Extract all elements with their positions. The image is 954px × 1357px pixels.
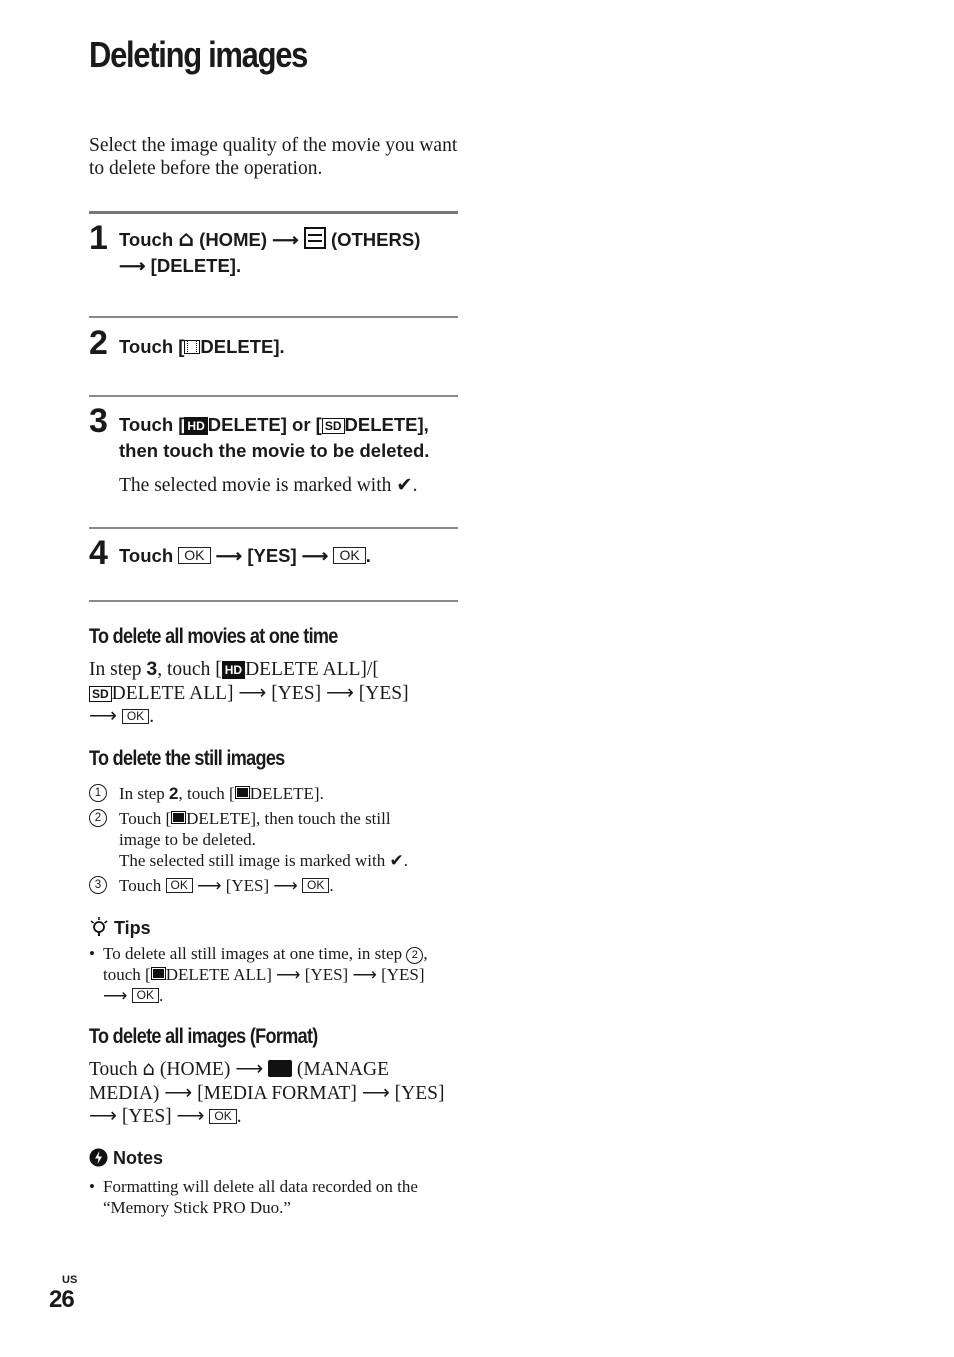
step-text: Touch	[119, 545, 174, 566]
step-number: 3	[89, 402, 108, 440]
ok-button-icon: OK	[122, 709, 149, 724]
ok-button-icon: OK	[302, 878, 329, 893]
step-text: [DELETE].	[150, 255, 242, 276]
arrow-icon: ⟶	[352, 965, 377, 984]
arrow-icon: ⟶	[103, 986, 128, 1005]
arrow-icon: ⟶	[89, 1106, 117, 1127]
step-1-text	[119, 227, 464, 279]
arrow-icon: ⟶	[215, 545, 243, 566]
others-icon	[304, 227, 326, 249]
step-text: DELETE],	[344, 414, 429, 435]
para-text: [MEDIA FORMAT]	[197, 1082, 357, 1104]
notes-label: Notes	[113, 1148, 164, 1168]
ok-button-icon: OK	[132, 988, 159, 1003]
para-text: [YES]	[358, 682, 409, 704]
arrow-icon: ⟶	[176, 1106, 205, 1127]
circled-number: 1	[89, 784, 107, 802]
step-2-text	[119, 334, 464, 360]
home-icon: ⌂	[178, 227, 195, 252]
arrow-icon: ⟶	[361, 1082, 390, 1104]
step-ref: 2	[169, 784, 179, 803]
para-text: [YES]	[394, 1082, 445, 1104]
para-text: DELETE ALL]/[	[245, 659, 379, 680]
arrow-icon: ⟶	[301, 545, 329, 566]
hd-icon: HD	[222, 661, 245, 679]
step-ref: 3	[146, 658, 158, 680]
step-4-text	[119, 543, 464, 569]
check-mark-icon: ✔	[389, 851, 404, 871]
arrow-icon: ⟶	[325, 682, 354, 704]
lightbulb-icon	[89, 916, 109, 938]
arrow-icon: ⟶	[272, 229, 299, 250]
divider	[89, 395, 458, 397]
step-text: Touch [	[119, 336, 185, 357]
tip-text: , touch [	[103, 944, 428, 984]
format-text	[89, 1057, 464, 1129]
step-number: 1	[89, 219, 108, 257]
ok-button-icon: OK	[166, 878, 193, 893]
step-text: Touch [	[119, 414, 185, 435]
para-text: [YES]	[271, 682, 322, 704]
page-number: 26	[49, 1286, 74, 1313]
check-mark-icon: ✔	[396, 473, 413, 496]
note-item	[89, 1176, 459, 1218]
circled-number: 3	[89, 876, 107, 894]
item-text: DELETE], then touch the still image to be deleted.	[119, 809, 391, 849]
item-text: Touch	[119, 876, 162, 895]
tips-heading	[89, 916, 151, 939]
circled-number: 2	[89, 809, 107, 827]
item-text: Touch [	[119, 809, 172, 828]
arrow-icon: ⟶	[238, 682, 267, 704]
item-text: DELETE].	[249, 784, 324, 803]
divider	[89, 316, 458, 318]
divider	[89, 600, 458, 602]
step-text: Touch	[119, 229, 174, 250]
step-number: 4	[89, 534, 108, 572]
arrow-icon: ⟶	[119, 255, 146, 276]
item-text: .	[329, 876, 334, 895]
still-image-icon	[235, 786, 250, 799]
step-text: DELETE].	[200, 336, 285, 357]
arrow-icon: ⟶	[89, 706, 117, 727]
sd-icon: SD	[322, 418, 345, 434]
list-item: 2 Touch [ DELETE], then touch the still image to be deleted. The selected still image is marked with ✔.	[89, 808, 459, 872]
page-title: Deleting images	[89, 34, 308, 75]
para-text: In step	[89, 659, 147, 680]
sd-icon: SD	[89, 686, 112, 702]
section-heading: To delete the still images	[89, 747, 285, 770]
step-text: (OTHERS)	[330, 229, 421, 250]
tips-label: Tips	[114, 918, 151, 938]
arrow-icon: ⟶	[273, 876, 298, 895]
tip-text: .	[158, 986, 164, 1005]
arrow-icon: ⟶	[164, 1082, 193, 1104]
divider	[89, 211, 458, 214]
note-text: The selected movie is marked with	[119, 475, 392, 496]
item-text: , touch [	[178, 784, 235, 803]
tip-text: To delete all still images at one time, in step	[103, 944, 407, 963]
item-text: In step	[119, 784, 170, 803]
ok-button-icon: OK	[178, 547, 210, 564]
arrow-icon: ⟶	[235, 1059, 264, 1080]
step-number: 2	[89, 324, 108, 362]
hd-icon: HD	[184, 417, 207, 435]
delete-all-movies-text	[89, 658, 464, 729]
circled-number: 2	[406, 947, 423, 964]
caution-icon	[89, 1148, 108, 1167]
divider	[89, 527, 458, 529]
step-3-note: The selected movie is marked with ✔.	[119, 473, 418, 496]
item-text: The selected still image is marked with	[119, 851, 386, 870]
para-text: (HOME)	[159, 1059, 231, 1080]
ok-button-icon: OK	[333, 547, 365, 564]
tip-item	[89, 943, 459, 1006]
ok-button-icon: OK	[209, 1109, 236, 1124]
section-heading: To delete all movies at one time	[89, 625, 338, 648]
step-3-text	[119, 412, 464, 464]
still-image-icon	[171, 811, 186, 824]
para-text: [YES]	[121, 1106, 172, 1127]
step-text: .	[365, 545, 371, 566]
region-label: US	[62, 1274, 78, 1286]
section-heading: To delete all images (Format)	[89, 1025, 318, 1048]
bullet-icon: •	[89, 944, 95, 963]
para-text: , touch [	[157, 659, 222, 680]
arrow-icon: ⟶	[276, 965, 301, 984]
home-icon: ⌂	[142, 1056, 156, 1080]
tip-text: [YES]	[304, 965, 349, 984]
item-text: [YES]	[225, 876, 270, 895]
bullet-icon: •	[89, 1177, 95, 1196]
step-text: (HOME)	[199, 229, 267, 250]
list-item	[89, 783, 459, 804]
step-text: [YES]	[247, 545, 297, 566]
note-text: Formatting will delete all data recorded on the “Memory Stick PRO Duo.”	[103, 1177, 418, 1217]
para-text: DELETE ALL]	[111, 682, 234, 704]
still-image-icon	[151, 967, 166, 980]
para-text: (MANAGE MEDIA)	[89, 1059, 389, 1104]
para-text: .	[236, 1106, 242, 1127]
step-text: DELETE] or [	[207, 414, 322, 435]
tip-text: [YES]	[381, 965, 425, 984]
step-text: then touch the movie to be deleted.	[119, 440, 430, 461]
intro-text: Select the image quality of the movie you want to delete before the operation.	[89, 135, 458, 179]
film-icon	[184, 340, 200, 354]
para-text: Touch	[89, 1059, 138, 1080]
list-item	[89, 875, 459, 896]
para-text: .	[149, 706, 155, 727]
notes-heading	[89, 1148, 163, 1169]
tip-text: DELETE ALL]	[165, 965, 272, 984]
manage-media-icon	[268, 1060, 292, 1077]
arrow-icon: ⟶	[197, 876, 222, 895]
